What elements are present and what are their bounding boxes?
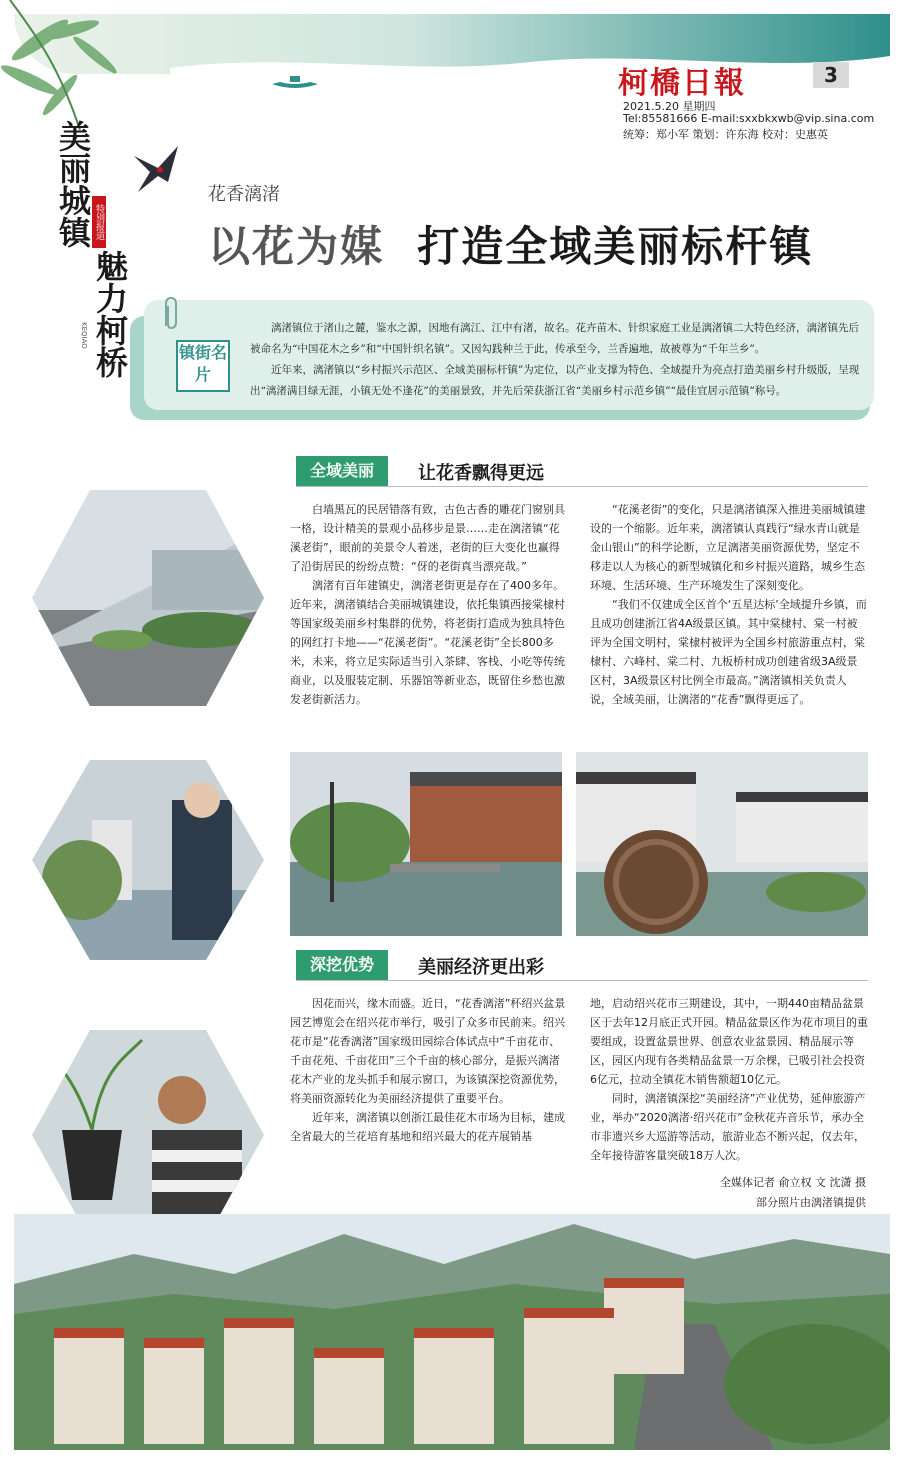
- staff-credits: 统筹：郑小军 策划：许东海 校对：史惠英: [623, 128, 828, 141]
- issue-date: 2021.5.20 星期四: [623, 100, 716, 113]
- article-kicker: 花香漓渚: [208, 184, 280, 205]
- contact-info: Tel:85581666 E-mail:sxxbkxwb@vip.sina.com: [623, 112, 875, 125]
- column-title-part1: 美丽城镇: [54, 120, 92, 248]
- paragraph: “花溪老街”的变化，只是漓渚镇深入推进美丽城镇建设的一个缩影。近年来，漓渚镇认真践行“绿水青山就是金山银山”的科学论断，立足漓渚美丽资源优势，坚定不移走以人为核心的新型城镇化和乡村振兴道路，城乡生态环境、生活环境、生产环境发生了深刻变化。: [590, 503, 866, 592]
- town-card-text: [250, 318, 860, 402]
- photo-flower-workshop: [32, 760, 264, 960]
- section1-left-column: [290, 500, 568, 709]
- photo-source-note: 部分照片由漓渚镇提供: [756, 1196, 866, 1209]
- boat-icon: [270, 72, 320, 92]
- paperclip-icon: [160, 296, 182, 332]
- bamboo-leaves-decoration: [0, 0, 170, 130]
- town-card-paragraph: 近年来，漓渚镇以“乡村振兴示范区、全域美丽标杆镇”为定位，以产业支撑为特色、全域提升为亮点打造美丽乡村升级版，呈现出“漓渚满目绿无涯，小镇无处不逢花”的美丽景致，并先后荣获浙江省“美丽乡村示范乡镇”“最佳宜居示范镇”称号。: [250, 364, 860, 397]
- section2-right-column: [590, 994, 868, 1165]
- section1-tag: 全域美丽: [296, 456, 388, 486]
- paragraph: 白墙黑瓦的民居错落有致，古色古香的雕花门窗别具一格，设计精美的景观小品移步是景……走在漓渚镇“花溪老街”，眼前的美景令人着迷，老街的巨大变化也赢得了沿街居民的纷纷点赞：“伢的老街真当漂亮哉。”: [290, 503, 565, 573]
- paragraph: 漓渚有百年建镇史，漓渚老街更是存在了400多年。近年来，漓渚镇结合美丽城镇建设，依托集镇西接棠棣村等国家级美丽乡村集群的优势，将老街打造成为独具特色的网红打卡地——“花溪老街”。“花溪老街”全长800多米，未来，将立足实际适当引入茶肆、客栈、小吃等传统商业，以及服装定制、乐器馆等新业态，既留住乡愁也激发老街新活力。: [290, 579, 565, 706]
- paragraph: 因花而兴，缘木而盛。近日，“花香漓渚”杯绍兴盆景园艺博览会在绍兴花市举行，吸引了众多市民前来。绍兴花市是“花香漓渚”国家级田园综合体试点中“千亩花市、千亩花苑、千亩花田”三个千亩的核心部分，是振兴漓渚花木产业的龙头抓手和展示窗口，为该镇深挖资源优势，将美丽资源转化为美丽经济提供了重要平台。: [290, 997, 566, 1105]
- page-number: 3: [813, 62, 849, 88]
- photo-waterwheel: [576, 752, 868, 936]
- section2-left-column: [290, 994, 568, 1146]
- town-card-label: 镇街名片: [176, 340, 230, 392]
- paragraph: 同时，漓渚镇深挖“美丽经济”产业优势，延伸旅游产业，举办“2020漓渚·绍兴花市”金秋花卉音乐节，承办全市非遗兴乡大巡游等活动，旅游业态不断兴起，仅去年，全年接待游客量突破18万人次。: [590, 1092, 866, 1162]
- photo-town-panorama: [14, 1214, 890, 1450]
- byline: 全媒体记者 俞立权 文 沈潇 摄: [720, 1176, 866, 1189]
- paragraph: “我们不仅建成全区首个‘五星达标’全域提升乡镇，而且成功创建浙江省4A级景区镇。其中棠棣村、棠一村被评为全国文明村，棠棣村被评为全国乡村旅游重点村，棠棣村、六峰村、棠二村、九板桥村成功创建省级3A级景区村，3A级景区村比例全市最高。”漓渚镇相关负责人说，全域美丽，让漓渚的“花香”飘得更远了。: [590, 598, 867, 706]
- paragraph: 地，启动绍兴花市三期建设，其中，一期440亩精品盆景区于去年12月底正式开园。精品盆景区作为花市项目的重要组成，设置盆景世界、创意农业盆景园、精品展示等区，园区内现有各类精品盆景一万余棵，已吸引社会投资6亿元，拉动全镇花木销售额超10亿元。: [590, 997, 868, 1086]
- photo-greenhouse-street: [32, 490, 264, 706]
- section1-title: 让花香飘得更远: [418, 463, 544, 484]
- photo-old-street-canal: [290, 752, 562, 936]
- swallow-icon: [128, 142, 184, 196]
- headline-part-b: 打造全域美丽标杆镇: [417, 222, 814, 271]
- section2-tag: 深挖优势: [296, 950, 388, 980]
- section2-title: 美丽经济更出彩: [418, 957, 544, 978]
- section1-divider: [296, 486, 868, 487]
- headline-part-a: 以花为媒: [208, 222, 385, 271]
- town-card-paragraph: 漓渚镇位于渚山之麓，鉴水之源，因地有漓江、江中有渚，故名。花卉苗木、针织家庭工业是漓渚镇二大特色经济，漓渚镇先后被命名为“中国花木之乡”和“中国针织名镇”。又因勾践种兰于此，传承至今，兰香遍地，故被尊为“千年兰乡”。: [250, 322, 859, 355]
- special-report-badge: 特别报道: [92, 196, 106, 248]
- masthead: 柯橋日報: [618, 66, 746, 101]
- article-headline: [208, 214, 813, 274]
- column-romanization: KEQIAO: [80, 322, 88, 349]
- section2-divider: [296, 980, 868, 981]
- column-title-part2: 魅力柯桥: [91, 250, 129, 378]
- paragraph: 近年来，漓渚镇以创浙江最佳花木市场为目标，建成全省最大的兰花培育基地和绍兴最大的花卉展销基: [290, 1111, 565, 1143]
- section1-right-column: [590, 500, 868, 709]
- photo-orchid-grower: [32, 1030, 264, 1240]
